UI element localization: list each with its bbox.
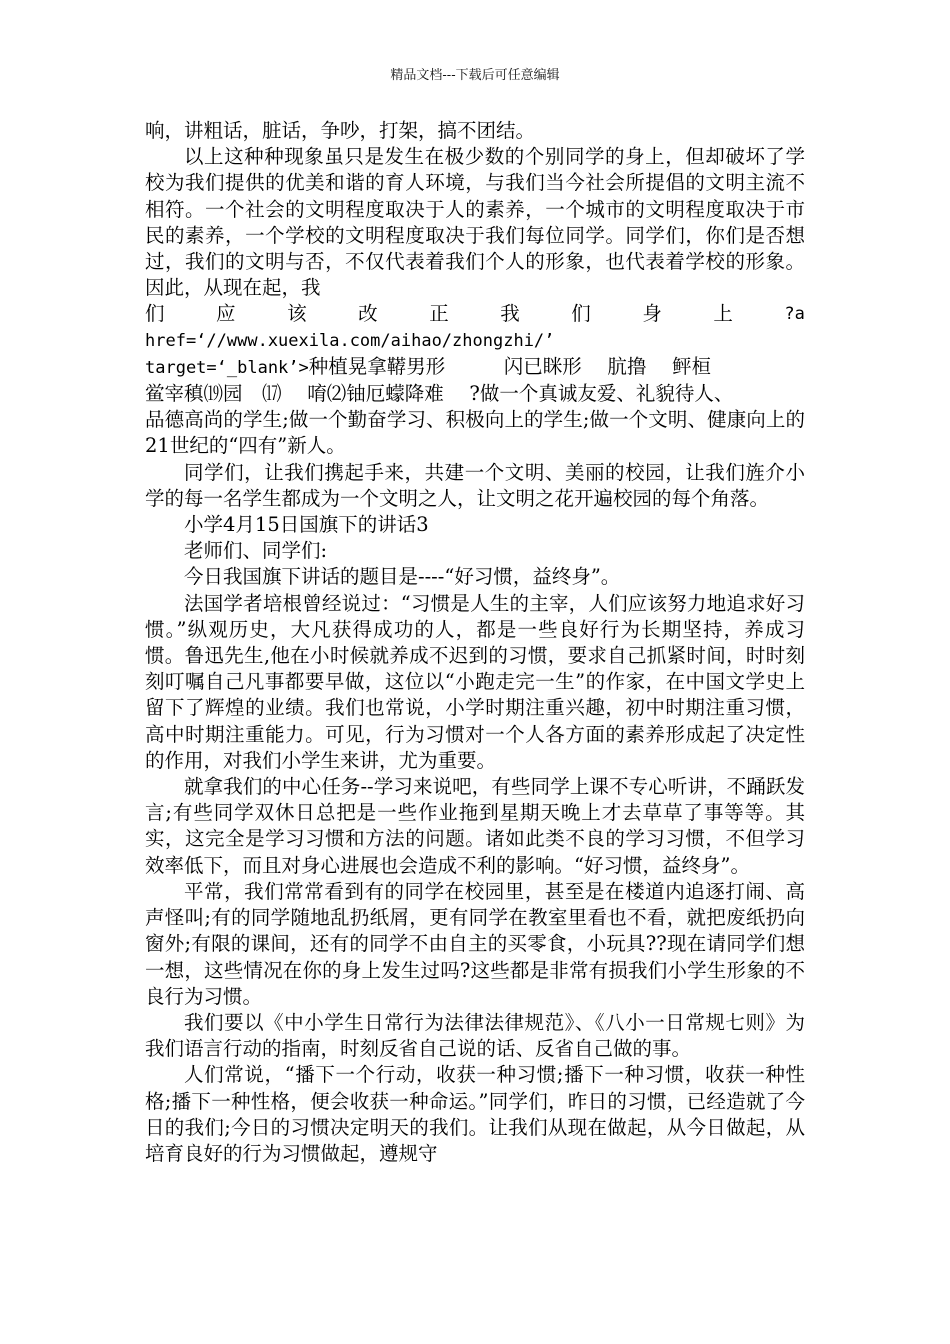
paragraph-study-habits: 就拿我们的中心任务--学习来说吧，有些同学上课不专心听讲，不踊跃发言;有些同学双休日总把是一些作业拖到星期天晚上才去草草了事等等。其实，这完全是学习习惯和方法的问题。诸如此类不良的学习习惯，不但学习效率低下，而且对身心进展也会造成不利的影响。“好习惯，益终身”。	[145, 775, 805, 877]
spread-word: 该	[287, 302, 307, 326]
spread-word: 正	[429, 302, 449, 326]
paragraph-four-haves: 品德高尚的学生;做一个勤奋学习、积极向上的学生;做一个文明、健康向上的21世纪的“四有”新人。	[145, 408, 805, 458]
spread-word: 身	[642, 302, 662, 326]
spread-word: 我	[500, 302, 520, 326]
paragraph-civility: 以上这种种现象虽只是发生在极少数的个别同学的身上，但却破坏了学校为我们提供的优美和谐的育人环境，与我们当今社会所提倡的文明主流不相符。一个社会的文明程度取决于人的素养，一个城市的文明程度取决于市民的素养，一个学校的文明程度取决于我们每位同学。同学们，你们是否想过，我们的文明与否，不仅代表着我们个人的形象，也代表着学校的形象。因此，从现在起，我	[145, 145, 805, 300]
document-body	[145, 118, 805, 1167]
garbled-line: 鲎宰稹⒆园 ⒄ 唷⑵铀厄蠓降难 ?做一个真诚友爱、礼貌待人、	[145, 382, 734, 406]
page-header: 精品文档---下载后可任意编辑	[390, 68, 560, 83]
paragraph-continuation: 响，讲粗话，脏话，争吵，打架，搞不团结。	[145, 119, 536, 142]
speech-topic: 今日我国旗下讲话的题目是----“好习惯，益终身”。	[184, 565, 621, 589]
garbled-text: 种植晃拿鞯男形 闪已眯形 肮撸 鲆桓	[308, 354, 712, 378]
spread-word: 们	[571, 302, 591, 326]
spread-line	[145, 301, 805, 327]
spread-word: 们	[145, 302, 165, 326]
salutation: 老师们、同学们:	[184, 539, 328, 563]
target-line	[145, 354, 805, 381]
section-title: 小学4月15日国旗下的讲话3	[184, 513, 429, 537]
spread-word: 应	[216, 302, 236, 326]
href-line: href=‘//www.xuexila.com/aihao/zhongzhi/’	[145, 330, 555, 351]
spread-word: ?a	[784, 304, 805, 325]
spread-word: 改	[358, 302, 378, 326]
paragraph-bacon: 法国学者培根曾经说过：“习惯是人生的主宰，人们应该努力地追求好习惯。”纵观历史，大凡获得成功的人，都是一些良好行为长期坚持，养成习惯。鲁迅先生,他在小时候就养成不迟到的习惯，要求自己抓紧时间，时时刻刻叮嘱自己凡事都要早做，这位以“小跑走完一生”的作家，在中国文学史上留下了辉煌的业绩。我们也常说，小学时期注重兴趣，初中时期注重习惯，高中时期注重能力。可见，行为习惯对一个人各方面的素养形成起了决定性的作用，对我们小学生来讲，尤为重要。	[145, 591, 805, 772]
spread-word: 上	[713, 302, 733, 326]
paragraph-saying: 人们常说，“播下一个行动，收获一种习惯;播下一种习惯，收获一种性格;播下一种性格，便会收获一种命运。”同学们，昨日的习惯，已经造就了今日的我们;今日的习惯决定明天的我们。让我们从现在做起，从今日做起，从培育良好的行为习惯做起，遵规守	[145, 1063, 805, 1165]
paragraph-call-to-action: 同学们，让我们携起手来，共建一个文明、美丽的校园，让我们旌介小学的每一名学生都成为一个文明之人，让文明之花开遍校园的每个角落。	[145, 460, 805, 510]
target-code: target=‘_blank’>	[145, 357, 309, 378]
paragraph-rules: 我们要以《中小学生日常行为法律法律规范》、《八小一日常规七则》为我们语言行动的指南，时刻反省自己说的话、反省自己做的事。	[145, 1010, 805, 1061]
paragraph-behavior: 平常，我们常常看到有的同学在校园里，甚至是在楼道内追逐打闹、高声怪叫;有的同学随地乱扔纸屑，更有同学在教室里看也不看，就把废纸扔向窗外;有限的课间，还有的同学不由自主的买零食，小玩具??现在请同学们想一想，这些情况在你的身上发生过吗?这些都是非常有损我们小学生形象的不良行为习惯。	[145, 879, 805, 1008]
